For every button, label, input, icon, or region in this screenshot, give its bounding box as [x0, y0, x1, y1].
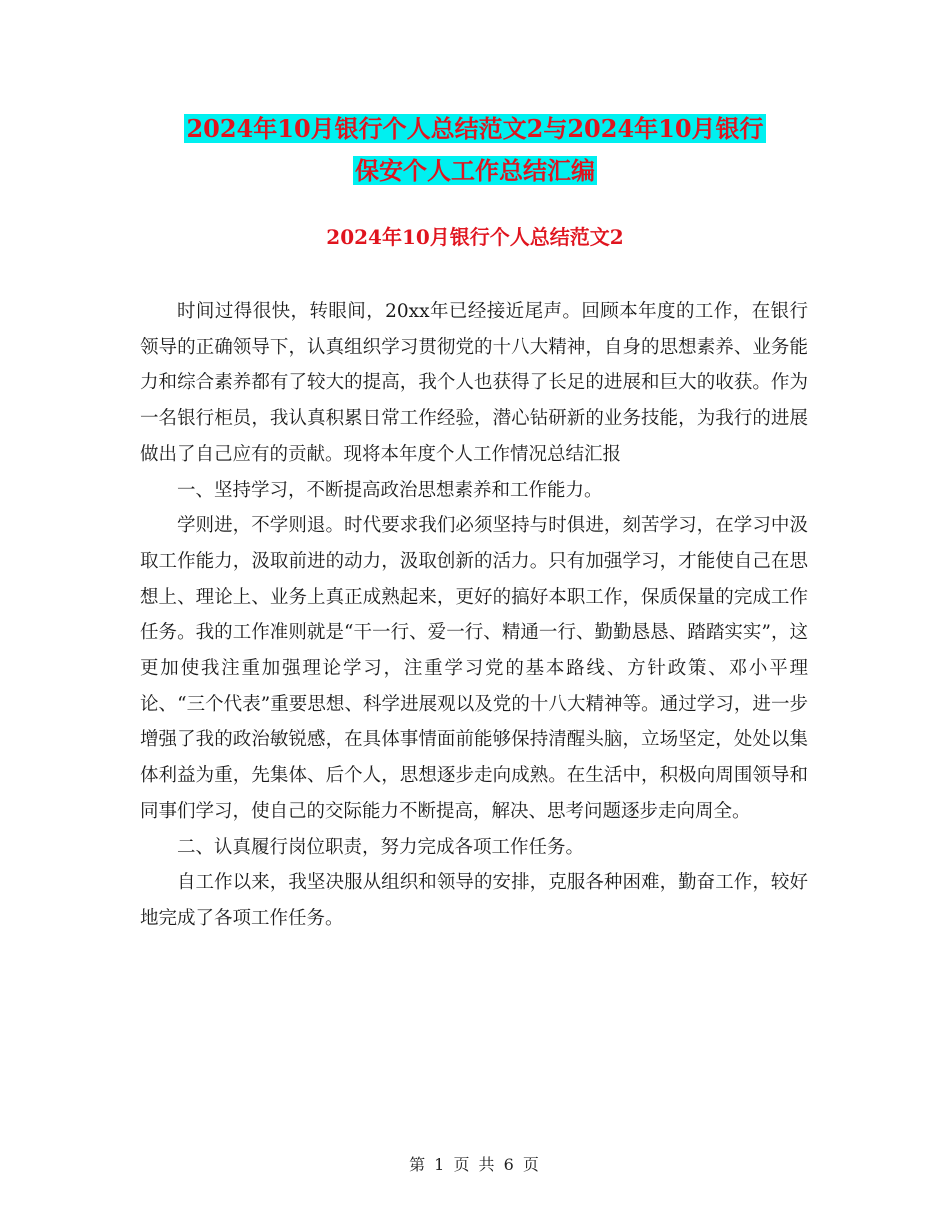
document-title-line-2: 保安个人工作总结汇编 — [355, 156, 595, 185]
section-title: 2024年10月银行个人总结范文2 — [326, 225, 624, 249]
paragraph-intro: 时间过得很快，转眼间，20xx年已经接近尾声。回顾本年度的工作，在银行领导的正确领导下，认真组织学习贯彻党的十八大精神，自身的思想素养、业务能力和综合素养都有了较大的提高，我个人也获得了长足的进展和巨大的收获。作为一名银行柜员，我认真积累日常工作经验，潜心钻研新的业务技能，为我行的进展做出了自己应有的贡献。现将本年度个人工作情况总结汇报 — [140, 301, 808, 465]
paragraph-study: 学则进，不学则退。时代要求我们必须坚持与时俱进，刻苦学习，在学习中汲取工作能力，汲取前进的动力，汲取创新的活力。只有加强学习，才能使自己在思想上、理论上、业务上真正成熟起来，更好的搞好本职工作，保质保量的完成工作任务。我的工作准则就是“干一行、爱一行、精通一行、勤勤恳恳、踏踏实实”，这更加使我注重加强理论学习，注重学习党的基本路线、方针政策、邓小平理论、“三个代表”重要思想、科学进展观以及党的十八大精神等。通过学习，进一步增强了我的政治敏锐感，在具体事情面前能够保持清醒头脑，立场坚定，处处以集体利益为重，先集体、后个人，思想逐步走向成熟。在生活中，积极向周围领导和同事们学习，使自己的交际能力不断提高，解决、思考问题逐步走向周全。 — [140, 515, 808, 822]
paragraph-heading-1: 一、坚持学习，不断提高政治思想素养和工作能力。 — [177, 479, 603, 501]
paragraph-heading-2: 二、认真履行岗位职责，努力完成各项工作任务。 — [177, 836, 585, 858]
page-number-footer: 第 1 页 共 6 页 — [409, 1155, 541, 1174]
paragraph-duties: 自工作以来，我坚决服从组织和领导的安排，克服各种困难，勤奋工作，较好地完成了各项工作任务。 — [140, 872, 808, 929]
document-body — [140, 294, 808, 937]
document-title-line-1: 2024年10月银行个人总结范文2与2024年10月银行 — [186, 114, 764, 143]
document-title — [0, 108, 950, 192]
